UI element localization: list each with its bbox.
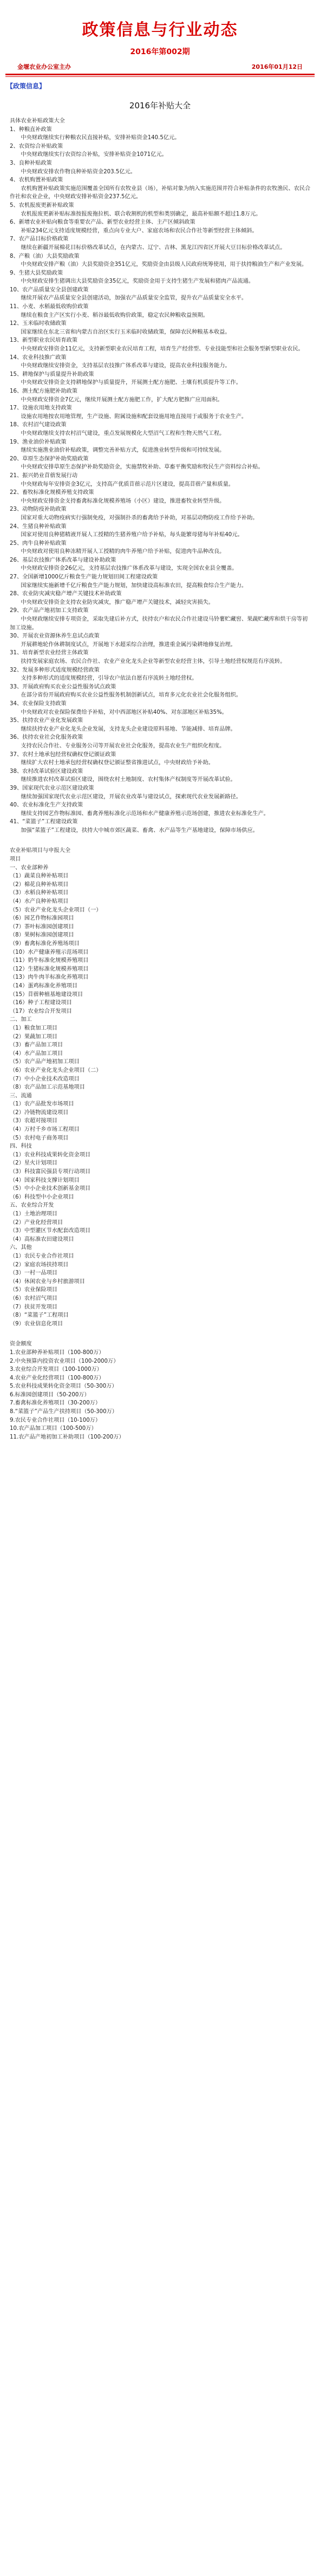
body-line: 24、生猪良种补贴政策 xyxy=(10,523,67,530)
body-line: （7）扶贫开发项目 xyxy=(10,1304,57,1310)
body-line: （1）农民专业合作社项目 xyxy=(10,1253,74,1259)
body-line: 五、农业综合开发 xyxy=(10,1202,54,1209)
body-paragraph: 中央财政继续安排资金，支持基层农技推广体系改革与建设，提高农业科技服务能力。 xyxy=(21,363,231,369)
body-line: （17）农业综合开发项目 xyxy=(10,1008,72,1014)
body-paragraph: 中央财政安排生猪调出大县奖励资金35亿元，奖励资金用于支持生猪生产发展和猪肉产品流通。 xyxy=(21,278,254,285)
body-line: （9）畜禽标准化养殖场项目 xyxy=(10,941,80,947)
body-line: （2）产业化经营项目 xyxy=(10,1219,63,1226)
body-line: （2）果蔬加工项目 xyxy=(10,1033,57,1040)
body-line: 11、小麦、水稻最低收购价政策 xyxy=(10,304,89,310)
body-paragraph: 中央财政安排资金26亿元，支持基层农技推广体系改革与建设，实现全国农业县全覆盖。 xyxy=(21,565,238,572)
body-paragraph: 继续加强国家现代农业示范区建设，开展农业改革与建设试点，探索现代农业发展新路径。 xyxy=(21,793,241,800)
body-line: 17、设施农用地支持政策 xyxy=(10,405,72,412)
body-line: 34、农业保险支持政策 xyxy=(10,700,67,707)
body-paragraph: 中央财政安排草原生态保护补助奖励资金，实施禁牧补助、草畜平衡奖励和牧民生产资料综合补贴。 xyxy=(21,464,264,471)
body-paragraph: 农机报废更新补贴标准按报废拖拉机、联合收割机的机型和类别确定，最高补贴额不超过1.8万元。 xyxy=(21,211,262,217)
body-line: 6、新增农业补贴向粮食等重要农产品、新型农业经营主体、主产区倾斜政策 xyxy=(10,219,195,226)
body-line: 9、生猪大县奖励政策 xyxy=(10,270,63,276)
publish-date: 2016年01月12日 xyxy=(251,63,303,70)
body-line: （1）农业科技成果转化资金项目 xyxy=(10,1152,91,1158)
body-line: 7、农产品目标价格政策 xyxy=(10,236,69,243)
body-line: （2）冷链物流建设项目 xyxy=(10,1109,69,1116)
body-line: 26、基层农技推广体系改革与建设补助政策 xyxy=(10,557,116,563)
body-line: （6）科技型中小企业项目 xyxy=(10,1194,74,1200)
body-line: 27、全国新增1000亿斤粮食生产能力规划田间工程建设政策 xyxy=(10,574,158,581)
body-line: （3）畜产品加工项目 xyxy=(10,1042,63,1049)
body-line: （2）棉花良种补贴项目 xyxy=(10,881,69,888)
body-paragraph: 继续实施渔业油价补贴政策，调整完善补贴方式，促进渔业转型升级和可持续发展。 xyxy=(21,447,225,454)
body-line: 33、开展政府购买农业公益性服务试点政策 xyxy=(10,684,116,690)
body-line: 15、耕地保护与质量提升补助政策 xyxy=(10,371,94,378)
body-line: （8）农产品加工示范基地项目 xyxy=(10,1084,85,1091)
body-paragraph: 继续在新疆开展棉花目标价格改革试点，在内蒙古、辽宁、吉林、黑龙江四省区开展大豆目标价格改革试点。 xyxy=(21,244,286,251)
body-line: 8、产粮（油）大县奖励政策 xyxy=(10,253,80,259)
body-line: （4）万村千乡市场工程项目 xyxy=(10,1127,80,1133)
body-line: 22、畜牧标准化规模养殖支持政策 xyxy=(10,490,94,496)
body-line: （2）家庭农场扶持项目 xyxy=(10,1261,69,1268)
body-line: 项目 xyxy=(10,856,21,863)
body-line: 5、农机报废更新补贴政策 xyxy=(10,202,74,209)
body-line: 2.中央预算内投资农业项目（100-2000万） xyxy=(10,1358,119,1364)
body-line: 13、新型职业农民培育政策 xyxy=(10,337,78,344)
body-line: 10.农产品加工项目（100-500万） xyxy=(10,1426,97,1432)
body-paragraph: 继续推进农村改革试验区建设，围绕农村土地制度、农村集体产权制度等开展改革试验。 xyxy=(21,777,236,783)
body-paragraph: 中央财政安排资金支持耕地保护与质量提升，开展测土配方施肥、土壤有机质提升等工作。 xyxy=(21,380,241,386)
document-body xyxy=(5,117,315,1441)
body-paragraph: 加强“菜篮子”工程建设，扶持大中城市郊区蔬菜、畜禽、水产品等生产基地建设，保障市场供应。 xyxy=(21,827,258,834)
body-paragraph: 中央财政继续安排专项资金，采取先建后补方式，扶持农户和农民合作社建设马铃薯贮藏窖、果蔬贮藏库和烘干房等初加工设施。 xyxy=(10,616,308,631)
body-line: （5）农村电子商务项目 xyxy=(10,1135,69,1141)
body-line: 20、草原生态保护补助奖励政策 xyxy=(10,456,89,462)
body-line: 37、农村土地承包经营权确权登记颁证政策 xyxy=(10,751,116,758)
body-line: 31、培育新型农业经营主体政策 xyxy=(10,650,89,656)
body-line: （4）水产良种补贴项目 xyxy=(10,899,69,905)
body-paragraph: 补贴234亿元支持适度规模经营，重点向专业大户、家庭农场和农民合作社等新型经营主体倾斜。 xyxy=(21,227,258,234)
meta-line xyxy=(5,63,315,71)
body-paragraph: 中央财政安排资金7亿元，继续开展测土配方施肥工作，扩大配方肥推广应用面积。 xyxy=(21,396,223,403)
body-line: 28、农业防灾减灾稳产增产关键技术补助政策 xyxy=(10,591,122,597)
body-line: 41、“菜篮子”工程建设政策 xyxy=(10,819,78,825)
body-paragraph: 在部分省份开展政府购买农业公益性服务机制创新试点，培育多元化农业社会化服务组织。 xyxy=(21,692,241,699)
body-line: 39、国家现代农业示范区建设政策 xyxy=(10,785,94,791)
body-line: （4）休闲农业与乡村旅游项目 xyxy=(10,1278,85,1285)
body-line: 18、农村沼气建设政策 xyxy=(10,422,67,428)
body-line: 29、农产品产地初加工支持政策 xyxy=(10,608,89,614)
body-line: （5）中小企业技术创新基金项目 xyxy=(10,1186,91,1192)
body-paragraph: 继续在粮食主产区实行小麦、稻谷最低收购价政策，稳定农民种粮收益预期。 xyxy=(21,312,208,318)
body-paragraph: 中央财政继续实行农资综合补贴，安排补贴资金1071亿元。 xyxy=(21,152,167,158)
body-line: 23、动物防疫补助政策 xyxy=(10,506,67,513)
body-line: 36、扶持农业社会化服务政策 xyxy=(10,734,83,741)
body-line: （5）农业产业化龙头企业项目（一） xyxy=(10,907,102,913)
body-line: 5.农业科技成果转化资金项目（50-300万） xyxy=(10,1383,117,1390)
body-line: （16）种子工程建设项目 xyxy=(10,1000,72,1006)
body-paragraph: 国家继续实施新增千亿斤粮食生产能力规划，加快建设高标准农田，提高粮食综合生产能力。 xyxy=(21,582,247,589)
newsletter-title: 政策信息与行业动态 xyxy=(82,21,238,40)
body-line: （15）苜蓿种植基地建设项目 xyxy=(10,991,83,998)
body-line: 11.农产品产地初加工补助项目（100-200万） xyxy=(10,1434,125,1440)
body-paragraph: 中央财政继续实行种粮农民直接补贴，安排补贴资金140.5亿元。 xyxy=(21,135,180,141)
body-paragraph: 中央财政安排资金支持农业防灾减灾，推广稳产增产关键技术，减轻灾害损失。 xyxy=(21,599,214,606)
body-line: 19、渔业油价补贴政策 xyxy=(10,439,67,445)
body-line: 3.农业综合开发项目（100-1000万） xyxy=(10,1367,102,1373)
body-line: 6.标准园创建项目（50-200万） xyxy=(10,1391,90,1398)
body-paragraph: 支持农民合作社、专业服务公司等开展农业社会化服务，提高农业生产组织化程度。 xyxy=(21,743,225,749)
document-title: 2016年补贴大全 xyxy=(129,101,191,110)
body-line: 六、其他 xyxy=(10,1245,32,1251)
body-line: 4.农业产业化经营项目（100-800万） xyxy=(10,1375,105,1381)
body-line: 2、农资综合补贴政策 xyxy=(10,143,63,149)
body-line: （3）中型灌区节水配套改造项目 xyxy=(10,1228,91,1234)
body-paragraph: 国家对使用良种猪精液开展人工授精的生猪养殖户给予补贴，每头能繁母猪每年补贴40元。 xyxy=(21,532,243,538)
body-line: （1）粮食加工项目 xyxy=(10,1025,57,1031)
body-paragraph: 中央财政每年安排资金3亿元，支持高产优质苜蓿示范片区建设，提高苜蓿产量和质量。 xyxy=(21,481,234,487)
body-paragraph: 继续开展农产品质量安全县创建活动，加强农产品质量安全监管，提升农产品质量安全水平。 xyxy=(21,295,247,302)
body-line: 一、农业部种养 xyxy=(10,864,49,871)
body-line: （2）星火计划项目 xyxy=(10,1160,57,1167)
body-line: 三、流通 xyxy=(10,1092,32,1099)
body-line: （1）蔬菜良种补贴项目 xyxy=(10,873,69,880)
body-line: （6）农业产业化龙头企业项目（二） xyxy=(10,1067,102,1074)
body-line: 21、振兴奶业苜蓿发展行动 xyxy=(10,472,78,479)
body-line: （4）水产品加工项目 xyxy=(10,1050,63,1057)
body-line: 四、科技 xyxy=(10,1143,32,1150)
body-line: （11）奶牛标准化规模养殖项目 xyxy=(10,958,89,964)
body-line: （7）茶叶标准园创建项目 xyxy=(10,923,74,930)
body-paragraph: 设施农用地按农用地管理，生产设施、附属设施和配套设施用地直接用于或服务于农业生产。 xyxy=(21,413,247,420)
spacer xyxy=(10,835,311,839)
body-line: 40、农业标准化生产支持政策 xyxy=(10,802,83,809)
body-paragraph: 继续支持园艺作物标准园、畜禽养殖标准化示范场和水产健康养殖示范场创建，推进农业标准化生产。 xyxy=(21,810,269,817)
body-line: 4、农机购置补贴政策 xyxy=(10,177,63,184)
body-line: 25、肉牛良种补贴政策 xyxy=(10,540,67,547)
body-paragraph: 中央财政安排产粮（油）大县奖励资金351亿元，奖励资金由县级人民政府统筹使用，用于扶持粮油生产和产业发展。 xyxy=(21,262,308,268)
body-paragraph: 中央财政安排资金支持畜禽标准化规模养殖场（小区）建设，推进畜牧业转型升级。 xyxy=(21,498,225,504)
body-line: （10）水产健康养殖示范场项目 xyxy=(10,949,89,955)
header-rule-thick xyxy=(5,74,315,75)
header-rule-thin xyxy=(5,76,315,77)
masthead xyxy=(5,0,315,57)
body-line: （7）中小企业技术改造项目 xyxy=(10,1076,80,1082)
body-paragraph: 支持多种形式的适度规模经营，引导农户依法自愿有序流转土地经营权。 xyxy=(21,675,198,682)
body-line: 30、开展农业资源休养生息试点政策 xyxy=(10,633,100,640)
body-line: （14）蛋鸡标准化养殖项目 xyxy=(10,983,78,989)
body-paragraph: 中央财政安排农作物良种补贴资金203.5亿元。 xyxy=(21,168,136,175)
body-paragraph: 中央财政对农业保险保费给予补贴，对中西部地区补贴40%、对东部地区补贴35%。 xyxy=(21,709,227,715)
body-paragraph: 继续扶持农业产业化龙头企业发展，支持龙头企业建设原料基地、节能减排、培育品牌。 xyxy=(21,726,236,732)
body-line: （5）农业保险项目 xyxy=(10,1287,57,1293)
body-line: 二、加工 xyxy=(10,1017,32,1023)
body-line: 1、种粮直补政策 xyxy=(10,126,52,133)
issue-number: 2016年第002期 xyxy=(130,48,190,56)
body-line: （6）农村沼气项目 xyxy=(10,1295,57,1302)
body-line: 10、农产品质量安全县创建政策 xyxy=(10,287,89,293)
body-line: （5）农产品产地初加工项目 xyxy=(10,1059,80,1065)
body-line: （1）农产品批发市场项目 xyxy=(10,1101,74,1108)
spacer xyxy=(10,1328,311,1332)
body-line: 35、扶持农业产业化发展政策 xyxy=(10,718,83,724)
body-paragraph: 中央财政继续支持农村沼气建设，重点发展规模化大型沼气工程和生物天然气工程。 xyxy=(21,430,225,437)
section-heading: 资金额度 xyxy=(10,1341,32,1348)
publisher: 金堰农业办公室主办 xyxy=(17,63,71,70)
body-paragraph: 农机购置补贴政策实施范围覆盖全国所有农牧业县（场），补贴对象为纳入实施范围并符合补贴条件的农牧渔民、农民合作社和农业企业，中央财政安排补贴资金237.5亿元。 xyxy=(10,185,311,200)
body-line: （13）肉牛肉羊标准化养殖项目 xyxy=(10,974,89,981)
body-line: 12、玉米临时收储政策 xyxy=(10,321,67,327)
body-line: （1）土地治理项目 xyxy=(10,1211,57,1217)
body-paragraph: 中央财政对使用良种冻精开展人工授精的肉牛养殖户给予补贴，促进肉牛品种改良。 xyxy=(21,549,225,555)
body-line: （6）园艺作物标准园项目 xyxy=(10,915,74,922)
body-line: 16、测土配方施肥补助政策 xyxy=(10,388,78,394)
body-line: （8）果树标准园创建项目 xyxy=(10,932,74,939)
section-heading: 农业补贴项目与申报大全 xyxy=(10,848,71,854)
body-line: （3）一村一品项目 xyxy=(10,1270,57,1277)
body-line: （9）农业信息化项目 xyxy=(10,1320,63,1327)
body-line: （4）国家科技支撑计划项目 xyxy=(10,1177,80,1183)
body-line: 8.“菜篮子”产品生产扶持项目（50-300万） xyxy=(10,1409,117,1415)
body-line: 1.农业部种养补贴项目（100-800万） xyxy=(10,1349,105,1356)
body-paragraph: 继续扩大农村土地承包经营权确权登记颁证整省推进试点，中央财政给予补助。 xyxy=(21,760,214,766)
body-line: 7.畜禽标准化养殖项目（30-200万） xyxy=(10,1400,101,1407)
body-line: （4）高标准农田建设项目 xyxy=(10,1236,74,1243)
body-line: （3）农超对接项目 xyxy=(10,1118,57,1124)
body-paragraph: 中央财政安排资金11亿元，支持新型职业农民培育工程，培育生产经营型、专业技能型和社会服务型新型职业农民。 xyxy=(21,346,304,353)
body-line: 3、良种补贴政策 xyxy=(10,160,52,166)
body-paragraph: 国家对重大动物疫病实行强制免疫，对强制扑杀的畜禽给予补助，对基层动物防疫工作给予补助。 xyxy=(21,515,258,521)
body-paragraph: 国家继续在东北三省和内蒙古自治区实行玉米临时收储政策，保障农民种粮基本收益。 xyxy=(21,329,231,335)
body-line: （3）科技富民强县专项行动项目 xyxy=(10,1169,91,1175)
body-line: 38、农村改革试验区建设政策 xyxy=(10,768,83,775)
body-line: 14、农业科技推广政策 xyxy=(10,354,67,361)
body-line: 具体农业补贴政策大全 xyxy=(10,118,65,124)
body-paragraph: 扶持发展家庭农场、农民合作社、农业产业化龙头企业等新型农业经营主体，引导土地经营权规范有序流转。 xyxy=(21,659,286,665)
body-line: （3）水稻良种补贴项目 xyxy=(10,890,69,896)
section-tag: 【政策信息】 xyxy=(6,82,46,90)
body-paragraph: 开展耕地轮作休耕制度试点，开展地下水超采综合治理，推进重金属污染耕地修复治理。 xyxy=(21,641,236,648)
body-line: 32、发展多种形式适度规模经营政策 xyxy=(10,667,100,673)
body-line: （8）“菜篮子”工程项目 xyxy=(10,1312,69,1319)
body-line: （12）生猪标准化规模养殖项目 xyxy=(10,966,89,972)
body-line: 9.农民专业合作社项目（10-100万） xyxy=(10,1417,101,1423)
